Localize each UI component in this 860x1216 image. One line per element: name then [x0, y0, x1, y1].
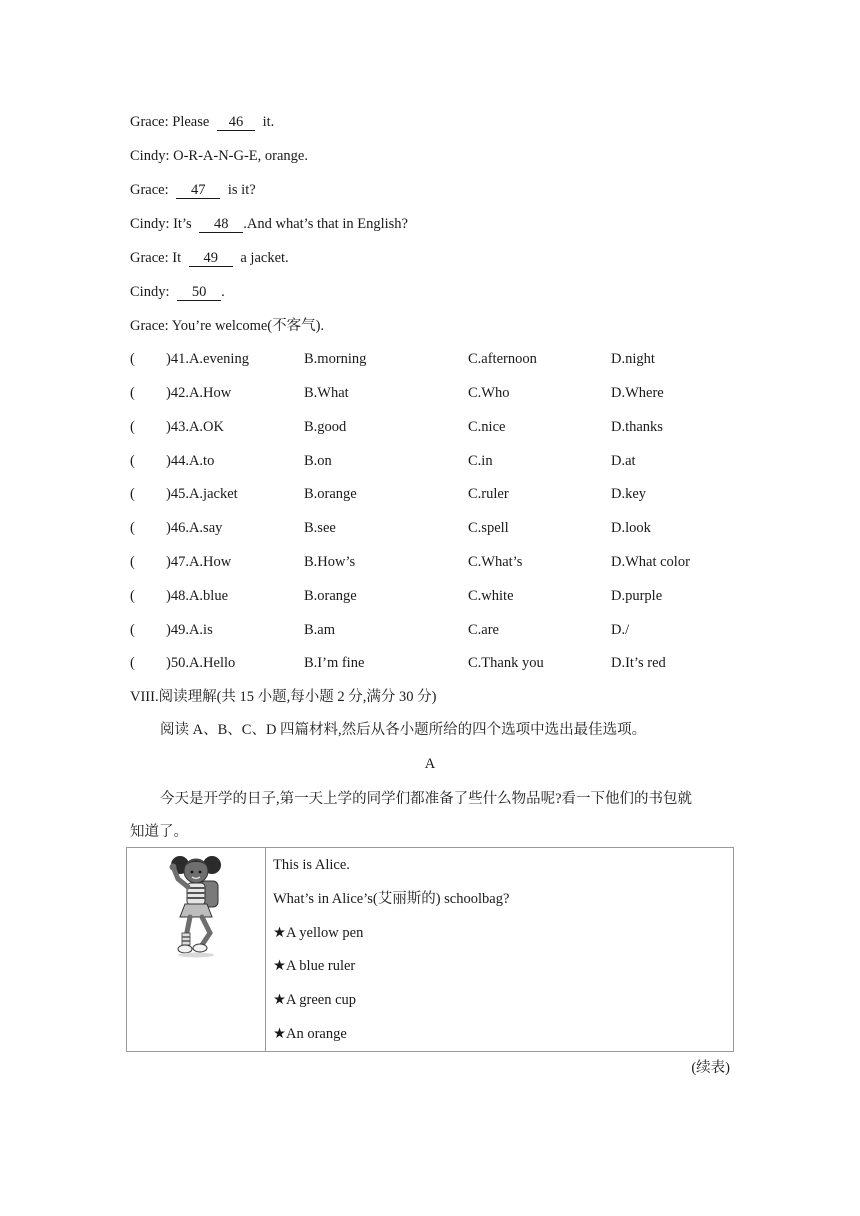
schoolbag-item: ★A yellow pen [273, 924, 364, 941]
answer-blank[interactable]: 46 [217, 114, 255, 131]
option-c: C.white [468, 588, 514, 604]
option-c: C.ruler [468, 486, 509, 502]
schoolbag-item: ★A blue ruler [273, 958, 356, 975]
option-a: )41.A.evening [166, 351, 249, 367]
passage-label: A [424, 756, 436, 772]
dialogue-text: Cindy: O-R-A-N-G-E, orange. [130, 148, 308, 164]
dialogue-line [130, 214, 408, 234]
option-b: B.morning [304, 351, 367, 367]
option-d: D.at [611, 453, 636, 469]
option-d: D.look [611, 520, 651, 536]
schoolbag-item: ★A green cup [273, 992, 357, 1009]
dialogue-text: Cindy: It’s [130, 216, 196, 232]
answer-blank[interactable]: 47 [176, 182, 220, 199]
dialogue-text: is it? [224, 182, 256, 198]
dialogue-text: . [221, 284, 225, 300]
section-title: VIII.阅读理解(共 15 小题,每小题 2 分,满分 30 分) [130, 689, 437, 705]
card-line: What’s in Alice’s(艾丽斯的) schoolbag? [273, 890, 510, 907]
answer-paren[interactable]: ( [130, 622, 135, 638]
answer-paren[interactable]: ( [130, 588, 135, 604]
dialogue-text: Grace: [130, 182, 173, 198]
answer-paren[interactable]: ( [130, 453, 135, 469]
option-a: )47.A.How [166, 554, 232, 570]
question-row [130, 518, 770, 538]
option-a: )42.A.How [166, 385, 232, 401]
option-b: B.am [304, 622, 336, 638]
answer-paren[interactable]: ( [130, 351, 135, 367]
question-row [130, 451, 770, 471]
option-c: C.spell [468, 520, 509, 536]
answer-paren[interactable]: ( [130, 486, 135, 502]
option-b: B.How’s [304, 554, 356, 570]
answer-paren[interactable]: ( [130, 655, 135, 671]
girl-with-backpack-illustration [160, 849, 232, 959]
question-row [130, 349, 770, 369]
dialogue-text: Cindy: [130, 284, 174, 300]
question-row [130, 586, 770, 606]
schoolbag-table [126, 847, 734, 1052]
option-a: )44.A.to [166, 453, 215, 469]
option-d: D./ [611, 622, 630, 638]
dialogue-text: it. [258, 114, 275, 130]
option-b: B.orange [304, 588, 357, 604]
dialogue-text: Grace: It [130, 250, 185, 266]
option-d: D.purple [611, 588, 663, 604]
option-d: D.It’s red [611, 655, 666, 671]
option-b: B.What [304, 385, 349, 401]
option-d: D.Where [611, 385, 664, 401]
option-b: B.on [304, 453, 332, 469]
option-b: B.see [304, 520, 336, 536]
dialogue-text: a jacket. [236, 250, 289, 266]
answer-paren[interactable]: ( [130, 385, 135, 401]
dialogue-line [130, 316, 324, 336]
option-a: )46.A.say [166, 520, 223, 536]
passage-intro-line: 知道了。 [130, 824, 188, 840]
card-line: This is Alice. [273, 857, 350, 873]
dialogue-line [130, 146, 308, 166]
option-d: D.night [611, 351, 655, 367]
answer-paren[interactable]: ( [130, 554, 135, 570]
continued-note: (续表) [691, 1060, 730, 1076]
dialogue-text: Grace: You’re welcome(不客气). [130, 318, 325, 334]
question-row [130, 620, 770, 640]
dialogue-text: .And what’s that in English? [243, 216, 408, 232]
dialogue-line [130, 248, 289, 268]
question-row [130, 417, 770, 437]
option-c: C.Thank you [468, 655, 544, 671]
option-c: C.nice [468, 419, 506, 435]
answer-blank[interactable]: 48 [199, 216, 243, 233]
option-d: D.thanks [611, 419, 663, 435]
question-row [130, 552, 770, 572]
option-a: )43.A.OK [166, 419, 224, 435]
section-instruction: 阅读 A、B、C、D 四篇材料,然后从各小题所给的四个选项中选出最佳选项。 [160, 722, 647, 738]
dialogue-line [130, 112, 274, 132]
option-a: )45.A.jacket [166, 486, 238, 502]
question-row [130, 484, 770, 504]
option-c: C.Who [468, 385, 510, 401]
option-b: B.orange [304, 486, 357, 502]
option-c: C.in [468, 453, 493, 469]
answer-paren[interactable]: ( [130, 419, 135, 435]
answer-paren[interactable]: ( [130, 520, 135, 536]
option-c: C.afternoon [468, 351, 537, 367]
option-a: )49.A.is [166, 622, 213, 638]
illustration-cell [127, 848, 266, 1052]
question-row [130, 653, 770, 673]
answer-blank[interactable]: 50 [177, 284, 221, 301]
option-d: D.key [611, 486, 647, 502]
option-b: B.I’m fine [304, 655, 365, 671]
option-a: )48.A.blue [166, 588, 229, 604]
passage-intro-line: 今天是开学的日子,第一天上学的同学们都准备了些什么物品呢?看一下他们的书包就 [160, 791, 693, 807]
answer-blank[interactable]: 49 [189, 250, 233, 267]
dialogue-text: Grace: Please [130, 114, 213, 130]
dialogue-line [130, 282, 225, 302]
option-a: )50.A.Hello [166, 655, 236, 671]
option-c: C.are [468, 622, 499, 638]
option-c: C.What’s [468, 554, 523, 570]
option-b: B.good [304, 419, 347, 435]
option-d: D.What color [611, 554, 690, 570]
schoolbag-item: ★An orange [273, 1025, 347, 1042]
schoolbag-text-cell [266, 848, 734, 1052]
dialogue-line [130, 180, 256, 200]
question-row [130, 383, 770, 403]
